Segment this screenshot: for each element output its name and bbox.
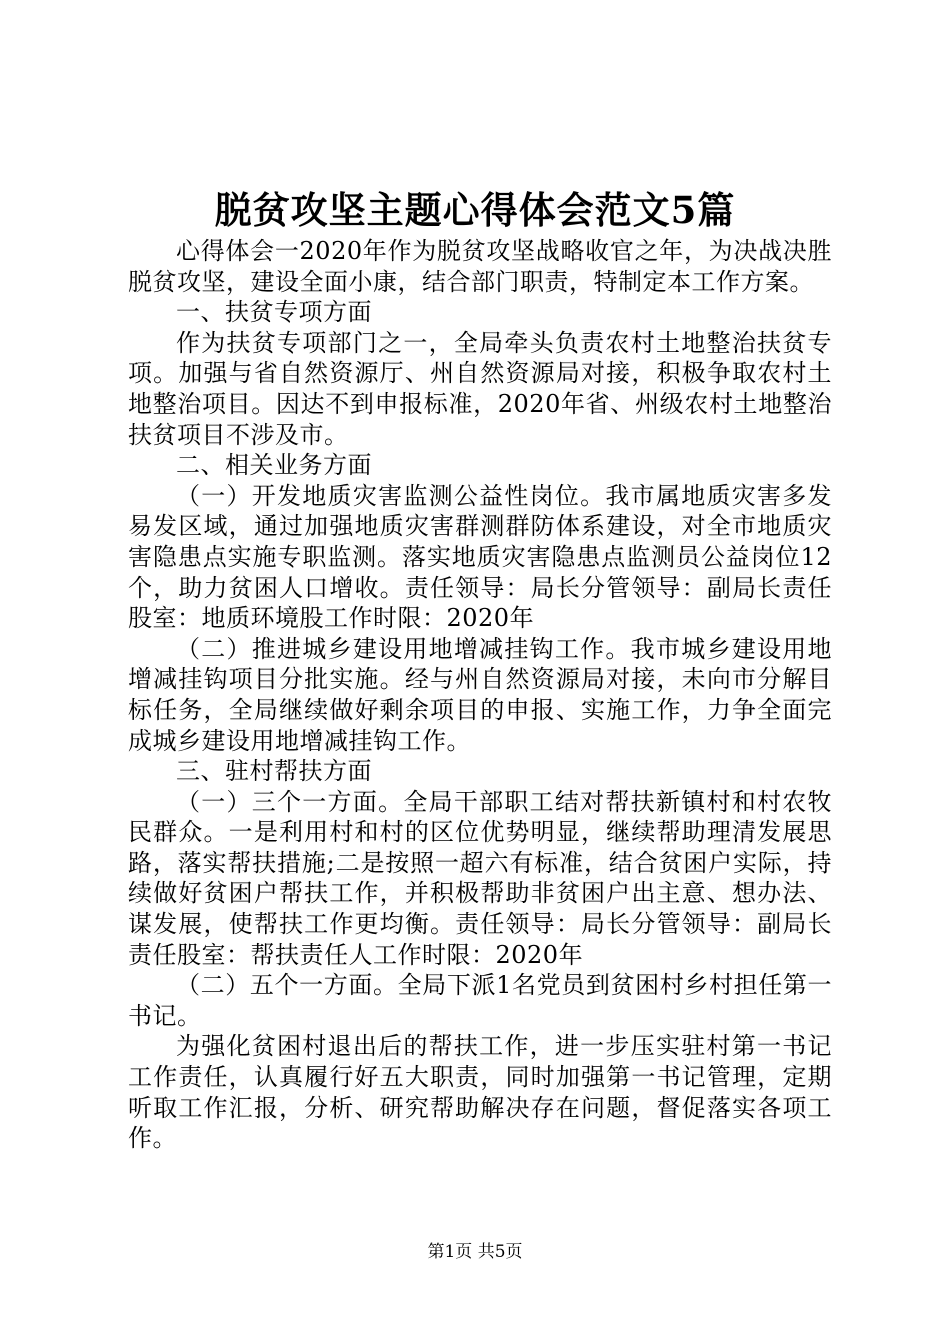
document-title: 脱贫攻坚主题心得体会范文5篇 (214, 188, 736, 232)
paragraph: 作为扶贫专项部门之一，全局牵头负责农村土地整治扶贫专项。加强与省自然资源厅、州自然资源局对接，积极争取农村土地整治项目。因达不到申报标准，2020年省、州级农村土地整治扶贫项目不涉及市。 (128, 328, 832, 449)
page-footer: 第1页 共5页 (427, 1242, 523, 1262)
paragraph: （二）五个一方面。全局下派1名党员到贫困村乡村担任第一书记。 (128, 971, 832, 1030)
section-heading: 一、扶贫专项方面 (176, 298, 372, 327)
section-heading: 三、驻村帮扶方面 (176, 757, 372, 786)
section-heading: 二、相关业务方面 (176, 451, 372, 480)
paragraph: （一）开发地质灾害监测公益性岗位。我市属地质灾害多发易发区域，通过加强地质灾害群测群防体系建设，对全市地质灾害隐患点实施专职监测。落实地质灾害隐患点监测员公益岗位12个，助力贫困人口增收。责任领导：局长分管领导：副局长责任股室：地质环境股工作时限：2020年 (128, 481, 832, 633)
paragraph: （一）三个一方面。全局干部职工结对帮扶新镇村和村农牧民群众。一是利用村和村的区位优势明显，继续帮助理清发展思路，落实帮扶措施;二是按照一超六有标准，结合贫困户实际，持续做好贫困户帮扶工作，并积极帮助非贫困户出主意、想办法、谋发展，使帮扶工作更均衡。责任领导：局长分管领导：副局长责任股室：帮扶责任人工作时限：2020年 (128, 787, 832, 969)
paragraph: 心得体会一2020年作为脱贫攻坚战略收官之年，为决战决胜脱贫攻坚，建设全面小康，结合部门职责，特制定本工作方案。 (128, 237, 832, 296)
document-body (128, 236, 832, 1154)
paragraph: 为强化贫困村退出后的帮扶工作，进一步压实驻村第一书记工作责任，认真履行好五大职责，同时加强第一书记管理，定期听取工作汇报，分析、研究帮助解决存在问题，督促落实各项工作。 (128, 1032, 832, 1153)
paragraph: （二）推进城乡建设用地增减挂钩工作。我市城乡建设用地增减挂钩项目分批实施。经与州自然资源局对接，未向市分解目标任务，全局继续做好剩余项目的申报、实施工作，力争全面完成城乡建设用地增减挂钩工作。 (128, 634, 832, 755)
